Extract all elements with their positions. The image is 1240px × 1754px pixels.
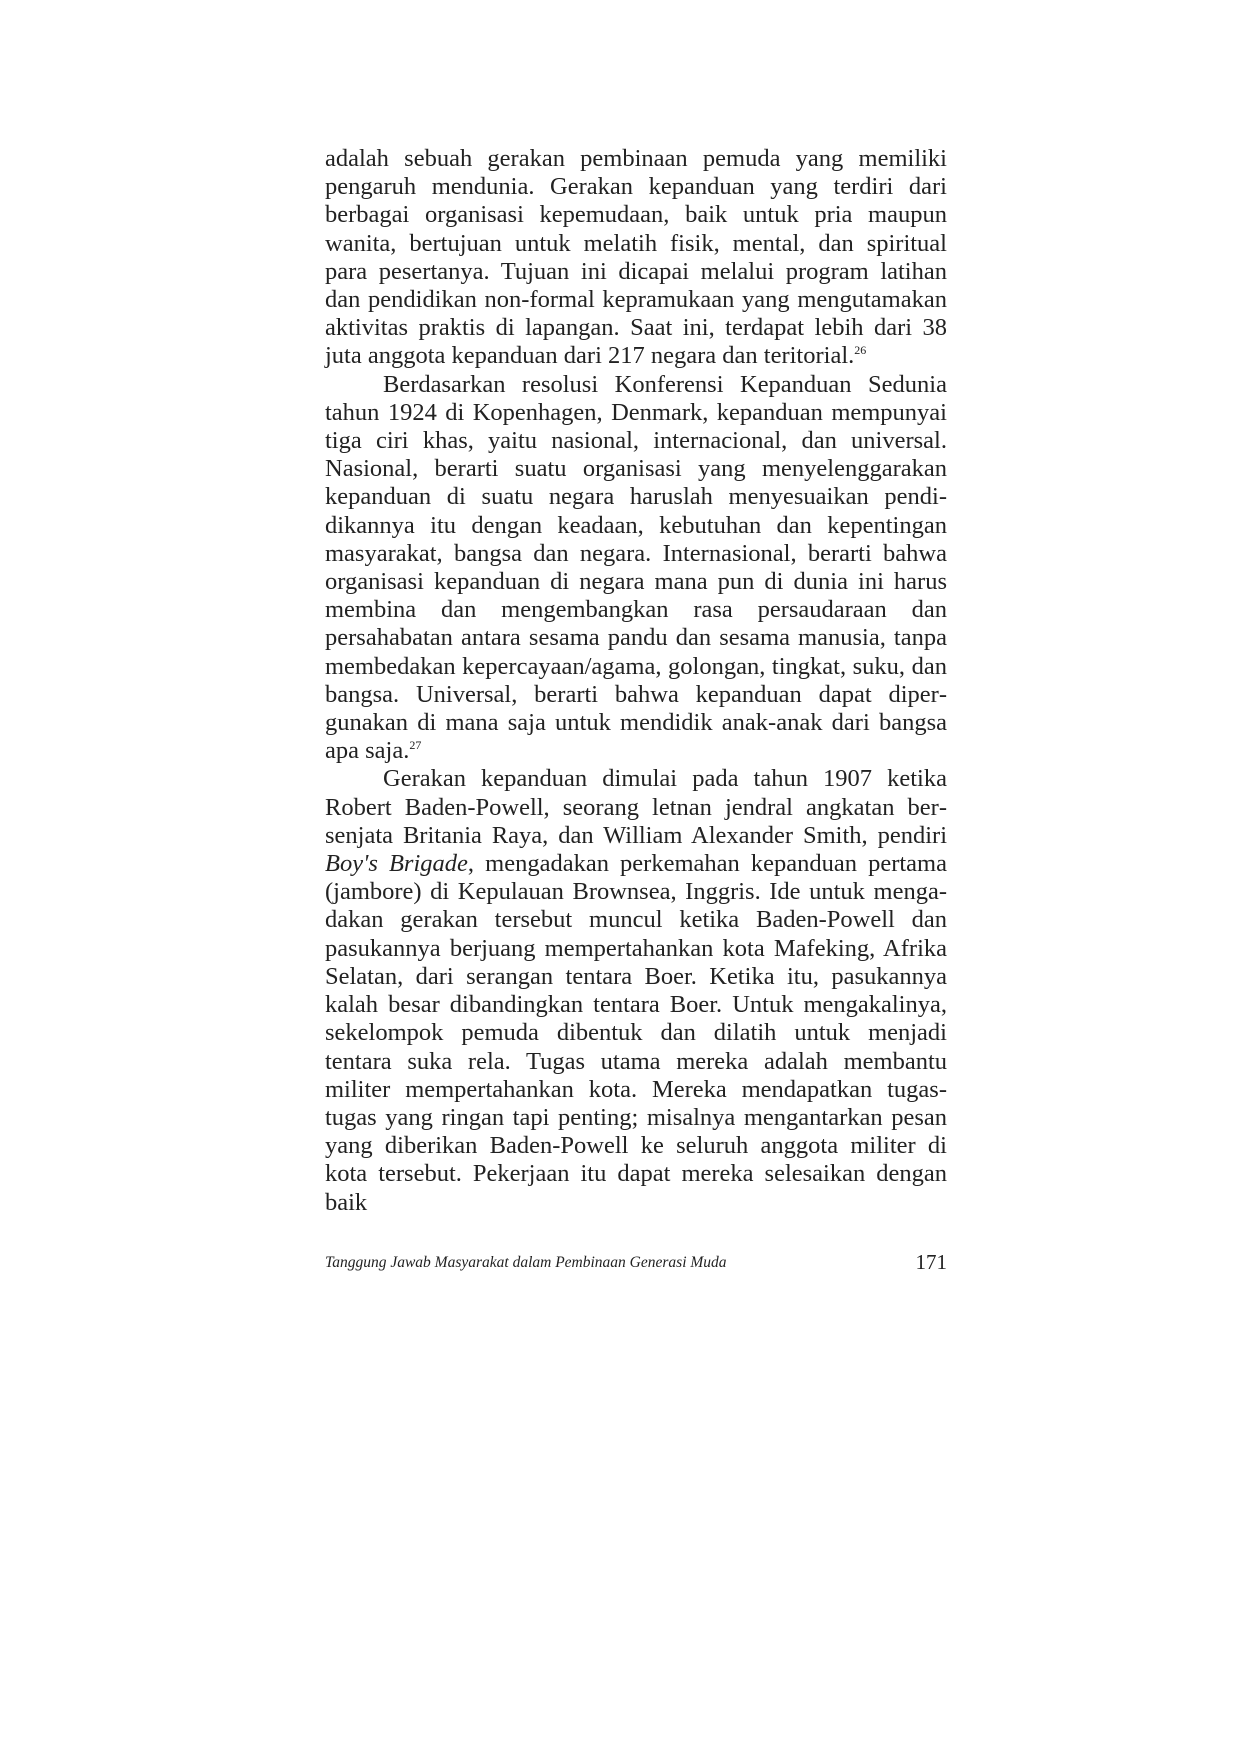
page-footer: [325, 1250, 947, 1280]
paragraph-1: [325, 145, 947, 371]
paragraph-3: [325, 765, 947, 1216]
footnote-ref-26[interactable]: 26: [854, 343, 867, 358]
paragraph-3-italic-term: Boy's Brigade: [325, 850, 468, 878]
paragraph-3-text-end: , mengadakan perkemahan kepanduan pertama (jambore) di Kepulauan Brownsea, Inggris. Ide untuk mengadakan gerakan tersebut muncul ketika Baden-Powell dan pasukannya berjuang mempertahankan kota Mafeking, Afrika Selatan, dari serangan tentara Boer. Ketika itu, pasukannya kalah besar dibandingkan tentara Boer. Untuk mengakalinya, sekelompok pemuda dibentuk dan dilatih untuk menjadi tentara suka rela. Tugas utama mereka adalah membantu militer mempertahankan kota. Mereka mendapatkan tugas-tugas yang ringan tapi penting; misalnya mengantarkan pesan yang diberikan Baden-Powell ke seluruh anggota militer di kota tersebut. Pekerjaan itu dapat mereka selesaikan dengan baik: [325, 850, 947, 1216]
paragraph-1-text: adalah sebuah gerakan pembinaan pemuda yang memiliki pengaruh mendunia. Gerakan kepanduan yang terdiri dari berbagai organisasi kepemudaan, baik untuk pria maupun wanita, bertujuan untuk melatih fisik, mental, dan spiritual para pesertanya. Tujuan ini dicapai melalui program latihan dan pendidikan non-formal kepramukaan yang mengutamakan aktivitas praktis di lapangan. Saat ini, terdapat lebih dari 38 juta anggota kepanduan dari 217 negara dan teritorial.: [325, 145, 947, 370]
paragraph-2-text: Berdasarkan resolusi Konferensi Kepanduan Sedunia tahun 1924 di Kopenhagen, Denmark, kepanduan mempunyai tiga ciri khas, yaitu nasional, internacional, dan universal. Nasional, berarti suatu organisasi yang menyelenggarakan kepanduan di suatu negara haruslah menyesuaikan pendidikannya itu dengan keadaan, kebutuhan dan kepentingan masyarakat, bangsa dan negara. Internasional, berarti bahwa organisasi kepanduan di negara mana pun di dunia ini harus membina dan mengembangkan rasa persaudaraan dan persahabatan antara sesama pandu dan sesama manusia, tanpa membedakan kepercayaan/agama, golongan, tingkat, suku, dan bangsa. Universal, berarti bahwa kepanduan dapat dipergunakan di mana saja untuk mendidik anak-anak dari bangsa apa saja.: [325, 370, 947, 765]
body-text: [325, 145, 947, 1217]
page-number: 171: [915, 1250, 947, 1274]
paragraph-3-text-start: Gerakan kepanduan dimulai pada tahun 1907 ketika Robert Baden-Powell, seorang letnan jendral angkatan bersenjata Britania Raya, dan William Alexander Smith, pendiri: [325, 765, 947, 849]
footnote-ref-27[interactable]: 27: [409, 738, 422, 753]
paragraph-2: [325, 371, 947, 766]
footer-book-title: Tanggung Jawab Masyarakat dalam Pembinaan Generasi Muda: [325, 1254, 727, 1271]
